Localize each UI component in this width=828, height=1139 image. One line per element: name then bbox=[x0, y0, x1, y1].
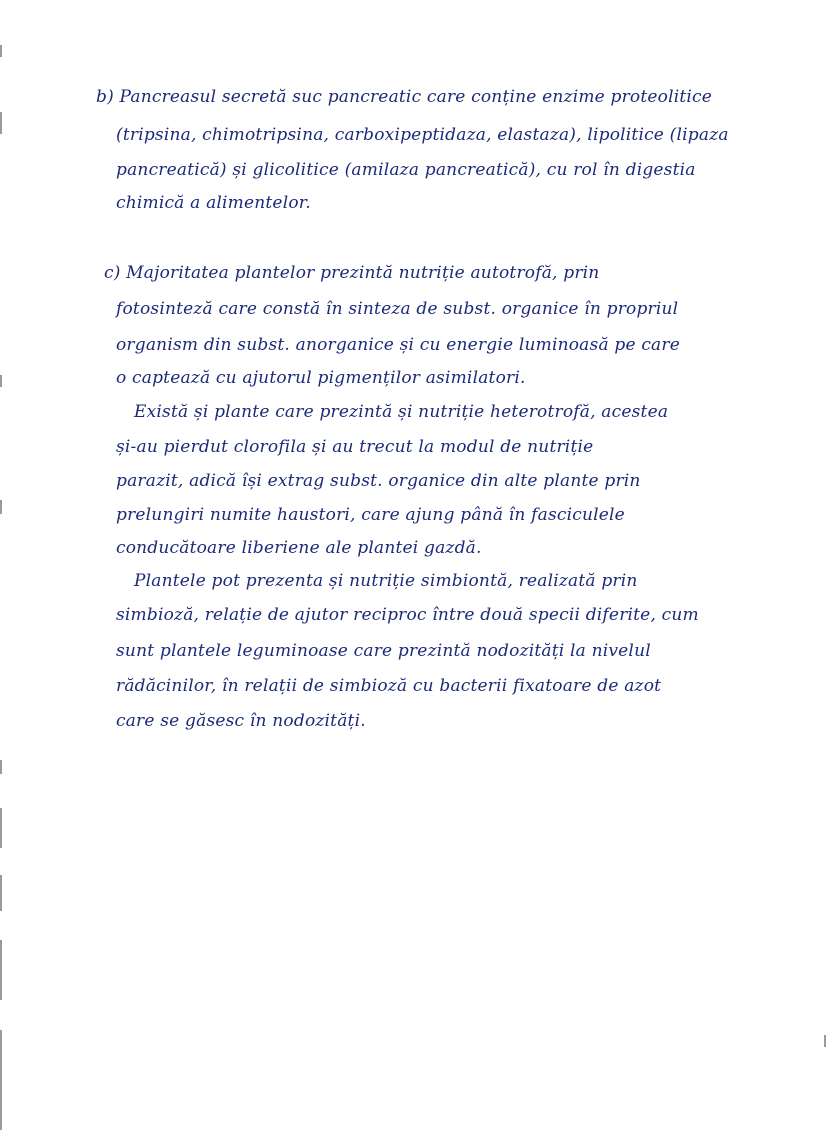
text-line: organism din subst. anorganice și cu energie luminoasă pe care bbox=[116, 335, 680, 355]
scan-margin-mark bbox=[0, 375, 2, 387]
text-line: Plantele pot prezenta și nutriție simbiontă, realizată prin bbox=[134, 571, 638, 591]
text-line: fotosinteză care constă în sinteza de subst. organice în propriul bbox=[116, 299, 679, 319]
scan-margin-mark bbox=[0, 112, 2, 134]
text-line: c) Majoritatea plantelor prezintă nutriție autotrofă, prin bbox=[104, 263, 600, 283]
scan-margin-mark bbox=[0, 808, 2, 848]
text-line: prelungiri numite haustori, care ajung până în fasciculele bbox=[116, 505, 625, 525]
scan-margin-mark bbox=[0, 940, 2, 1000]
scan-margin-mark bbox=[0, 760, 2, 774]
scan-margin-mark bbox=[0, 875, 2, 911]
scan-margin-mark bbox=[0, 500, 2, 514]
text-line: care se găsesc în nodozități. bbox=[116, 711, 366, 731]
text-line: conducătoare liberiene ale plantei gazdă. bbox=[116, 538, 482, 558]
text-line: chimică a alimentelor. bbox=[116, 193, 311, 213]
text-line: pancreatică) și glicolitice (amilaza pancreatică), cu rol în digestia bbox=[116, 160, 696, 180]
scan-margin-mark bbox=[0, 45, 2, 57]
scan-margin-mark bbox=[824, 1035, 826, 1047]
text-line: parazit, adică își extrag subst. organice din alte plante prin bbox=[116, 471, 641, 491]
scan-margin-mark bbox=[0, 1030, 2, 1130]
text-line: Există și plante care prezintă și nutriție heterotrofă, acestea bbox=[134, 402, 669, 422]
text-line: (tripsina, chimotripsina, carboxipeptidaza, elastaza), lipolitice (lipaza bbox=[116, 125, 729, 145]
text-line: rădăcinilor, în relații de simbioză cu bacterii fixatoare de azot bbox=[116, 676, 662, 696]
text-line: o captează cu ajutorul pigmenților asimilatori. bbox=[116, 368, 526, 388]
text-line: b) Pancreasul secretă suc pancreatic care conține enzime proteolitice bbox=[96, 87, 713, 107]
text-line: și-au pierdut clorofila și au trecut la modul de nutriție bbox=[116, 437, 594, 457]
text-line: simbioză, relație de ajutor reciproc între două specii diferite, cum bbox=[116, 605, 699, 625]
text-line: sunt plantele leguminoase care prezintă nodozități la nivelul bbox=[116, 641, 651, 661]
